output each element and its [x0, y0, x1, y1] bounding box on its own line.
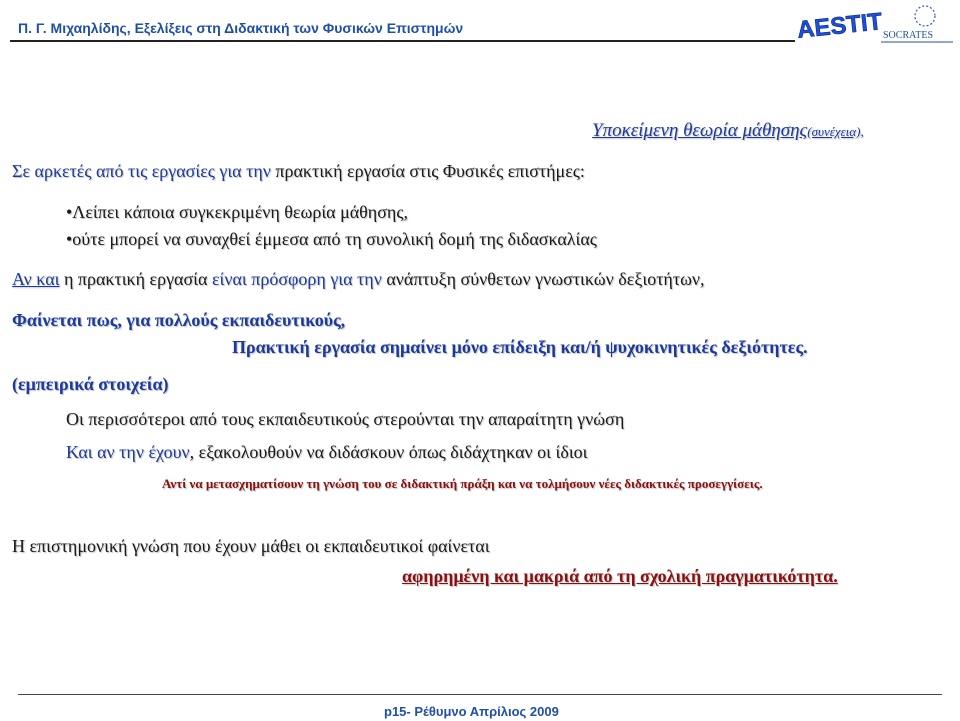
slide-title-suffix: (συνέχεια), [807, 124, 864, 139]
bullet-item: •ούτε μπορεί να συναχθεί έμμεσα από τη συνολική δομή της διδασκαλίας [66, 229, 597, 249]
header-title: Π. Γ. Μιχαηλίδης, Εξελίξεις στη Διδακτική των Φυσικών Επιστημών [18, 20, 464, 36]
logo-sub: SOCRATES [883, 30, 934, 41]
although-line: Αν και η πρακτική εργασία είναι πρόσφορη για την ανάπτυξη σύνθετων γνωστικών δεξιοτήτων, [12, 269, 705, 289]
empirical-data-label: (εμπειρικά στοιχεία) [12, 374, 169, 394]
logo-word: AESTIT [795, 8, 884, 44]
slide-title: Υποκείμενη θεωρία μάθησης(συνέχεια), [592, 120, 864, 141]
header-divider [10, 40, 795, 42]
conclusion-line: αφηρημένη και μακριά από τη σχολική πραγματικότητα. [402, 566, 838, 586]
bullet-item: •Λείπει κάποια συγκεκριμένη θεωρία μάθησης, [66, 202, 408, 222]
footer-text: p15- Ρέθυμνο Απρίλιος 2009 [384, 704, 559, 719]
teachers-line: Φαίνεται πως, για πολλούς εκπαιδευτικούς, [12, 310, 346, 330]
intro-line: Σε αρκετές από τις εργασίες για την πρακτική εργασία στις Φυσικές επιστήμες: [12, 161, 585, 181]
scientific-knowledge-line: Η επιστημονική γνώση που έχουν μάθει οι εκπαιδευτικοί φαίνεται [12, 536, 490, 556]
instead-line: Αντί να μετασχηματίσουν τη γνώση του σε διδακτική πράξη και να τολμήσουν νέες διδακτικές προσεγγίσεις. [162, 476, 763, 491]
evidence-line: Και αν την έχουν, εξακολουθούν να διδάσκουν όπως διδάχτηκαν οι ίδιοι [66, 442, 588, 462]
evidence-line: Οι περισσότεροι από τους εκπαιδευτικούς στερούνται την απαραίτητη γνώση [66, 409, 625, 429]
aestit-socrates-logo [795, 2, 955, 48]
footer-divider [18, 694, 942, 695]
practical-meaning-line: Πρακτική εργασία σημαίνει μόνο επίδειξη και/ή ψυχοκινητικές δεξιότητες. [232, 337, 808, 357]
